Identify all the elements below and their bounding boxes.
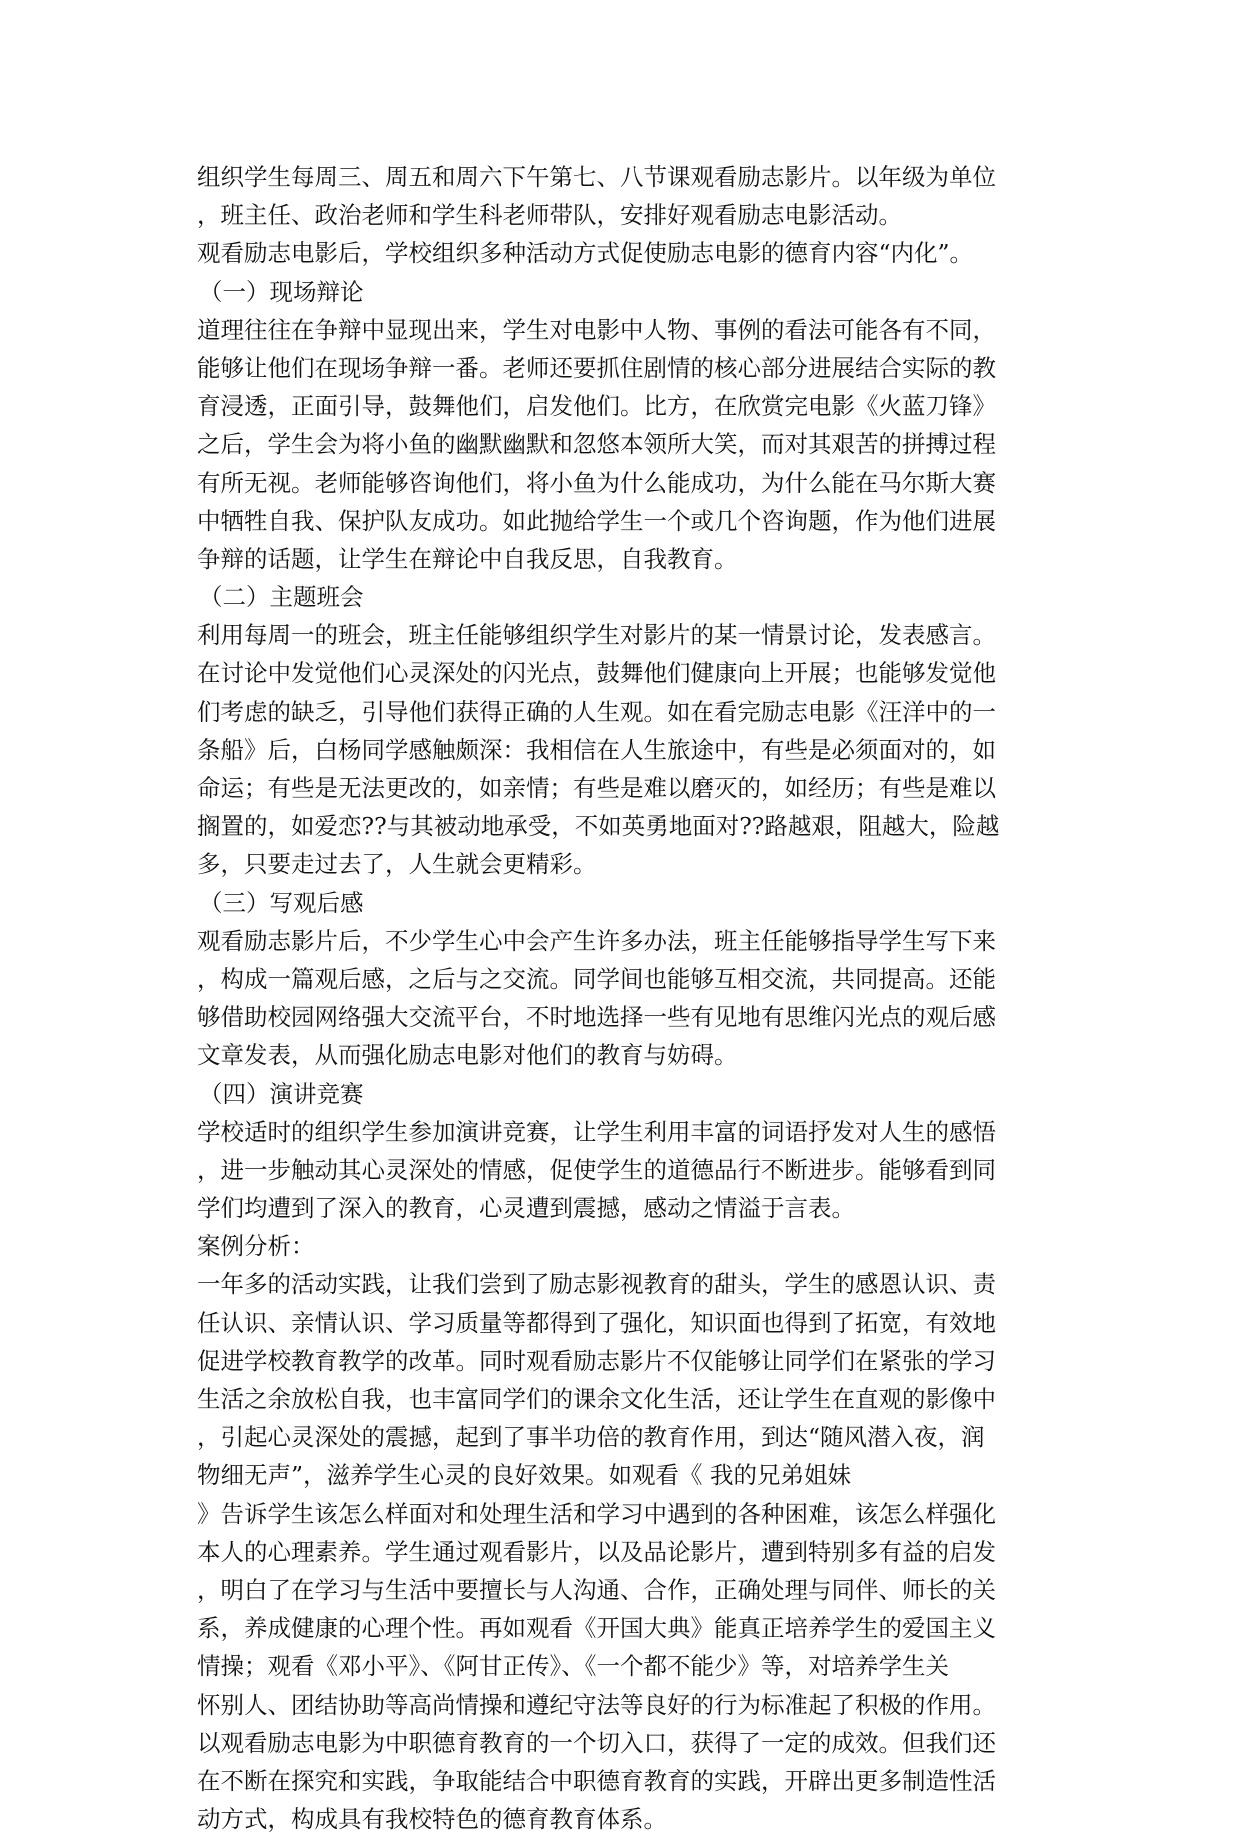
body-line: 系，养成健康的心理个性。再如观看《开国大典》能真正培养学生的爱国主义 [197, 1614, 996, 1643]
body-line: 道理往往在争辩中显现出来，学生对电影中人物、事例的看法可能各有不同， [197, 315, 996, 344]
case-analysis-heading: 案例分析： [197, 1232, 315, 1261]
body-line: 条船》后，白杨同学感触颇深：我相信在人生旅途中，有些是必须面对的，如 [197, 735, 996, 764]
body-line: 搁置的，如爱恋??与其被动地承受，不如英勇地面对??路越艰，阻越大，险越 [197, 812, 1000, 841]
body-line: 能够让他们在现场争辩一番。老师还要抓住剧情的核心部分进展结合实际的教 [197, 353, 996, 382]
body-line: ，班主任、政治老师和学生科老师带队，安排好观看励志电影活动。 [197, 201, 902, 230]
body-line: 学校适时的组织学生参加演讲竞赛，让学生利用丰富的词语抒发对人生的感悟 [197, 1117, 996, 1146]
body-line: 利用每周一的班会，班主任能够组织学生对影片的某一情景讨论，发表感言。 [197, 621, 996, 650]
body-line: 组织学生每周三、周五和周六下午第七、八节课观看励志影片。以年级为单位 [197, 163, 996, 191]
body-line: 文章发表，从而强化励志电影对他们的教育与妨碍。 [197, 1041, 738, 1070]
body-line: ，引起心灵深处的震撼，起到了事半功倍的教育作用，到达“随风潜入夜，润 [197, 1423, 985, 1452]
body-line: 》告诉学生该怎么样面对和处理生活和学习中遇到的各种困难，该怎么样强化 [197, 1499, 996, 1528]
body-line: 本人的心理素养。学生通过观看影片，以及品论影片，遭到特别多有益的启发 [197, 1537, 996, 1566]
section-heading-reflection: （三）写观后感 [199, 888, 364, 917]
body-line: 怀别人、团结协助等高尚情操和遵纪守法等良好的行为标准起了积极的作用。 [197, 1690, 996, 1719]
body-line: 学们均遭到了深入的教育，心灵遭到震撼，感动之情溢于言表。 [197, 1194, 855, 1223]
body-line: 物细无声”，滋养学生心灵的良好效果。如观看《 我的兄弟姐妹 [197, 1461, 851, 1490]
section-heading-speech-contest: （四）演讲竞赛 [199, 1079, 364, 1108]
body-line: 动方式，构成具有我校特色的德育教育体系。 [197, 1805, 667, 1834]
body-line: 生活之余放松自我，也丰富同学们的课余文化生活，还让学生在直观的影像中 [197, 1385, 996, 1413]
body-line: ，构成一篇观后感，之后与之交流。同学间也能够互相交流，共同提高。还能 [197, 964, 996, 993]
body-line: 观看励志电影后，学校组织多种活动方式促使励志电影的德育内容“内化”。 [197, 239, 974, 268]
body-line: ，进一步触动其心灵深处的情感，促使学生的道德品行不断进步。能够看到同 [197, 1155, 996, 1184]
body-line: 观看励志影片后，不少学生心中会产生许多办法，班主任能够指导学生写下来 [197, 926, 996, 955]
body-line: 够借助校园网络强大交流平台，不时地选择一些有见地有思维闪光点的观后感 [197, 1003, 996, 1032]
body-line: 多，只要走过去了，人生就会更精彩。 [197, 850, 597, 879]
body-line: 情操；观看《邓小平》、《阿甘正传》、《一个都不能少》等，对培养学生关 [197, 1652, 949, 1681]
body-line: 们考虑的缺乏，引导他们获得正确的人生观。如在看完励志电影《汪洋中的一 [197, 697, 996, 726]
body-line: ，明白了在学习与生活中要擅长与人沟通、合作，正确处理与同伴、师长的关 [197, 1575, 996, 1604]
section-heading-debate: （一）现场辩论 [199, 277, 364, 306]
body-line: 命运；有些是无法更改的，如亲情；有些是难以磨灭的，如经历；有些是难以 [197, 774, 996, 802]
body-line: 争辩的话题，让学生在辩论中自我反思，自我教育。 [197, 544, 738, 573]
body-line: 在讨论中发觉他们心灵深处的闪光点，鼓舞他们健康向上开展；也能够发觉他 [197, 659, 996, 688]
body-line: 之后，学生会为将小鱼的幽默幽默和忽悠本领所大笑，而对其艰苦的拼搏过程 [197, 430, 996, 459]
body-line: 一年多的活动实践，让我们尝到了励志影视教育的甜头，学生的感恩认识、责 [197, 1270, 996, 1299]
body-line: 促进学校教育教学的改革。同时观看励志影片不仅能够让同学们在紧张的学习 [197, 1346, 996, 1375]
body-line: 育浸透，正面引导，鼓舞他们，启发他们。比方，在欣赏完电影《火蓝刀锋》 [197, 392, 996, 421]
body-line: 任认识、亲情认识、学习质量等都得到了强化，知识面也得到了拓宽，有效地 [197, 1308, 996, 1337]
body-line: 以观看励志电影为中职德育教育的一个切入口，获得了一定的成效。但我们还 [197, 1728, 996, 1757]
body-line: 中牺牲自我、保护队友成功。如此抛给学生一个或几个咨询题，作为他们进展 [197, 506, 996, 535]
body-line: 有所无视。老师能够咨询他们，将小鱼为什么能成功，为什么能在马尔斯大赛 [197, 468, 996, 497]
document-body [197, 158, 1049, 1838]
section-heading-class-meeting: （二）主题班会 [199, 583, 364, 612]
body-line: 在不断在探究和实践，争取能结合中职德育教育的实践，开辟出更多制造性活 [197, 1766, 996, 1795]
